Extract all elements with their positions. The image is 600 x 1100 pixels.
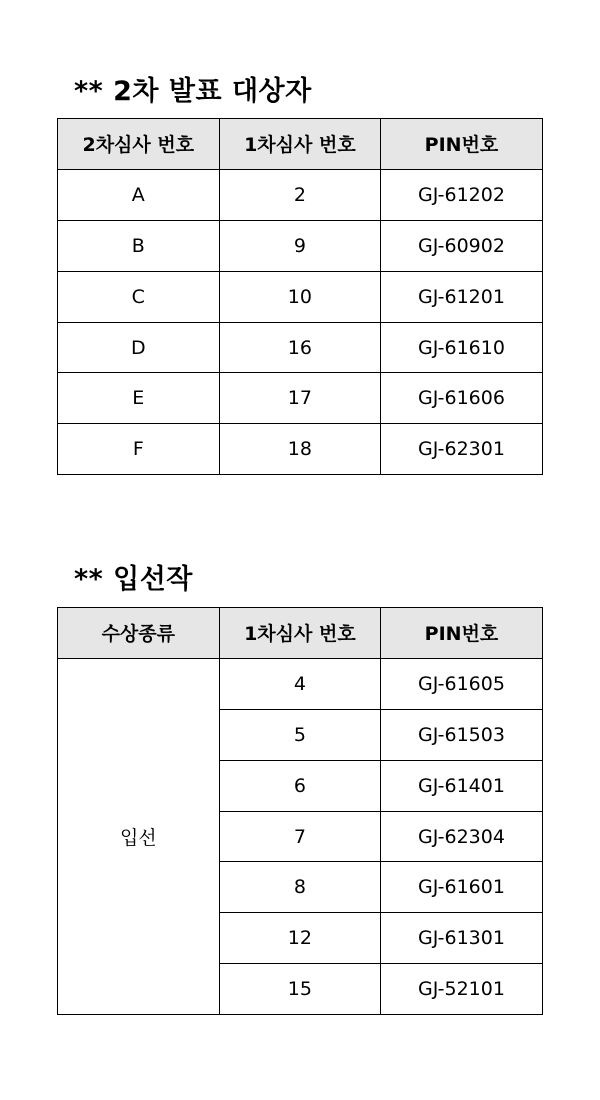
second-round-number: D xyxy=(58,322,220,373)
pin-number: GJ-52101 xyxy=(381,964,543,1015)
selected-works-table xyxy=(57,607,543,1015)
header-second-round-number: 2차심사 번호 xyxy=(58,119,220,170)
pin-number: GJ-60902 xyxy=(381,220,543,271)
award-type: 입선 xyxy=(58,658,220,1014)
pin-number: GJ-61401 xyxy=(381,760,543,811)
first-round-number: 10 xyxy=(219,271,381,322)
table-header-row xyxy=(58,119,543,170)
table-row xyxy=(58,220,543,271)
table-row xyxy=(58,271,543,322)
first-round-number: 8 xyxy=(219,862,381,913)
first-round-number: 4 xyxy=(219,658,381,709)
first-round-number: 7 xyxy=(219,811,381,862)
pin-number: GJ-61610 xyxy=(381,322,543,373)
second-round-number: A xyxy=(58,169,220,220)
first-round-number: 6 xyxy=(219,760,381,811)
first-round-number: 5 xyxy=(219,709,381,760)
first-round-number: 9 xyxy=(219,220,381,271)
second-round-number: E xyxy=(58,373,220,424)
pin-number: GJ-61601 xyxy=(381,862,543,913)
table-row xyxy=(58,658,543,709)
second-round-number: F xyxy=(58,424,220,475)
header-pin-number: PIN번호 xyxy=(381,608,543,659)
table-row xyxy=(58,424,543,475)
table-row xyxy=(58,169,543,220)
pin-number: GJ-61606 xyxy=(381,373,543,424)
pin-number: GJ-62301 xyxy=(381,424,543,475)
first-round-number: 12 xyxy=(219,913,381,964)
table-header-row xyxy=(58,608,543,659)
header-award-type: 수상종류 xyxy=(58,608,220,659)
first-round-number: 15 xyxy=(219,964,381,1015)
second-round-number: C xyxy=(58,271,220,322)
first-round-number: 17 xyxy=(219,373,381,424)
pin-number: GJ-61202 xyxy=(381,169,543,220)
first-round-number: 2 xyxy=(219,169,381,220)
first-round-number: 16 xyxy=(219,322,381,373)
header-pin-number: PIN번호 xyxy=(381,119,543,170)
header-first-round-number: 1차심사 번호 xyxy=(219,119,381,170)
second-round-number: B xyxy=(58,220,220,271)
second-round-table xyxy=(57,118,543,475)
section-title-selected-works: ** 입선작 xyxy=(74,564,193,595)
section-title-second-round: ** 2차 발표 대상자 xyxy=(74,76,312,107)
pin-number: GJ-62304 xyxy=(381,811,543,862)
table-row xyxy=(58,373,543,424)
pin-number: GJ-61503 xyxy=(381,709,543,760)
header-first-round-number: 1차심사 번호 xyxy=(219,608,381,659)
table-row xyxy=(58,322,543,373)
first-round-number: 18 xyxy=(219,424,381,475)
pin-number: GJ-61301 xyxy=(381,913,543,964)
pin-number: GJ-61605 xyxy=(381,658,543,709)
pin-number: GJ-61201 xyxy=(381,271,543,322)
